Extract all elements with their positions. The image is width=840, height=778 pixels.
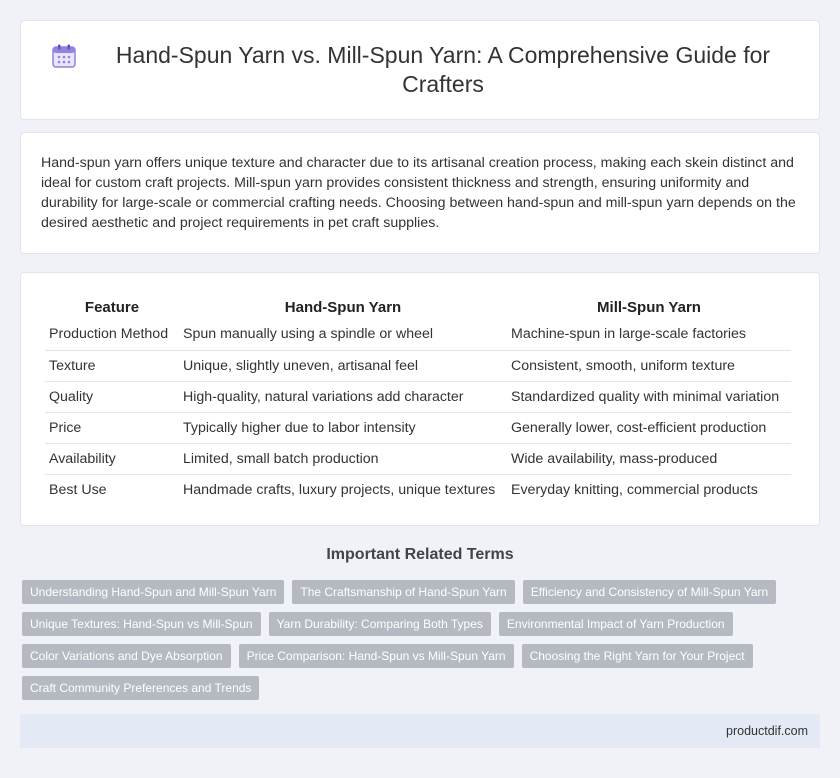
related-term-tag[interactable]: Understanding Hand-Spun and Mill-Spun Yarn [22, 580, 284, 604]
table-cell: Availability [45, 443, 179, 474]
related-term-tag[interactable]: The Craftsmanship of Hand-Spun Yarn [292, 580, 514, 604]
header-feature: Feature [84, 298, 140, 316]
table-cell: Wide availability, mass-produced [507, 443, 791, 474]
table-row [45, 443, 791, 474]
table-row [45, 319, 791, 350]
related-term-tag[interactable]: Choosing the Right Yarn for Your Project [522, 644, 753, 668]
table-cell: Generally lower, cost-efficient production [507, 412, 791, 443]
table-cell: Quality [45, 381, 179, 412]
comparison-table [45, 293, 791, 505]
table-cell: Price [45, 412, 179, 443]
table-cell: Spun manually using a spindle or wheel [179, 319, 507, 350]
table-header-row [45, 293, 791, 319]
related-terms-list [22, 580, 822, 708]
table-row [45, 350, 791, 381]
table-cell: Machine-spun in large-scale factories [507, 319, 791, 350]
table-cell: Consistent, smooth, uniform texture [507, 350, 791, 381]
header-card [20, 20, 820, 120]
related-term-tag[interactable]: Price Comparison: Hand-Spun vs Mill-Spun Yarn [239, 644, 514, 668]
calendar-icon [51, 43, 77, 69]
header-mill-spun: Mill-Spun Yarn [597, 298, 701, 316]
footer-site-link[interactable]: productdif.com [726, 724, 808, 738]
page-title: Hand-Spun Yarn vs. Mill-Spun Yarn: A Comprehensive Guide for Crafters [115, 42, 771, 97]
table-row [45, 412, 791, 443]
table-row [45, 381, 791, 412]
related-term-tag[interactable]: Yarn Durability: Comparing Both Types [269, 612, 491, 636]
header-hand-spun: Hand-Spun Yarn [284, 298, 402, 316]
related-term-tag[interactable]: Craft Community Preferences and Trends [22, 676, 259, 700]
table-cell: Typically higher due to labor intensity [179, 412, 507, 443]
table-row [45, 474, 791, 505]
intro-card [20, 132, 820, 254]
table-cell: High-quality, natural variations add character [179, 381, 507, 412]
footer [20, 714, 820, 748]
related-terms-heading: Important Related Terms [326, 546, 514, 563]
table-cell: Handmade crafts, luxury projects, unique textures [183, 481, 496, 498]
table-cell: Best Use [49, 481, 107, 498]
table-cell: Unique, slightly uneven, artisanal feel [179, 350, 507, 381]
related-term-tag[interactable]: Color Variations and Dye Absorption [22, 644, 231, 668]
table-cell: Texture [45, 350, 179, 381]
table-cell: Standardized quality with minimal variation [507, 381, 791, 412]
comparison-table-card [20, 272, 820, 526]
related-term-tag[interactable]: Efficiency and Consistency of Mill-Spun Yarn [523, 580, 776, 604]
related-term-tag[interactable]: Environmental Impact of Yarn Production [499, 612, 733, 636]
table-cell: Everyday knitting, commercial products [511, 481, 758, 498]
table-cell: Production Method [45, 319, 179, 350]
table-cell: Limited, small batch production [179, 443, 507, 474]
intro-paragraph: Hand-spun yarn offers unique texture and character due to its artisanal creation process, making each skein distinct and ideal for custom craft projects. Mill-spun yarn provides consistent thickness and strength, ensuring uniformity and durability for large-scale or commercial crafting needs. Choosing between hand-spun and mill-spun yarn depends on the desired aesthetic and project requirements in pet craft supplies. [41, 155, 796, 231]
related-term-tag[interactable]: Unique Textures: Hand-Spun vs Mill-Spun [22, 612, 261, 636]
